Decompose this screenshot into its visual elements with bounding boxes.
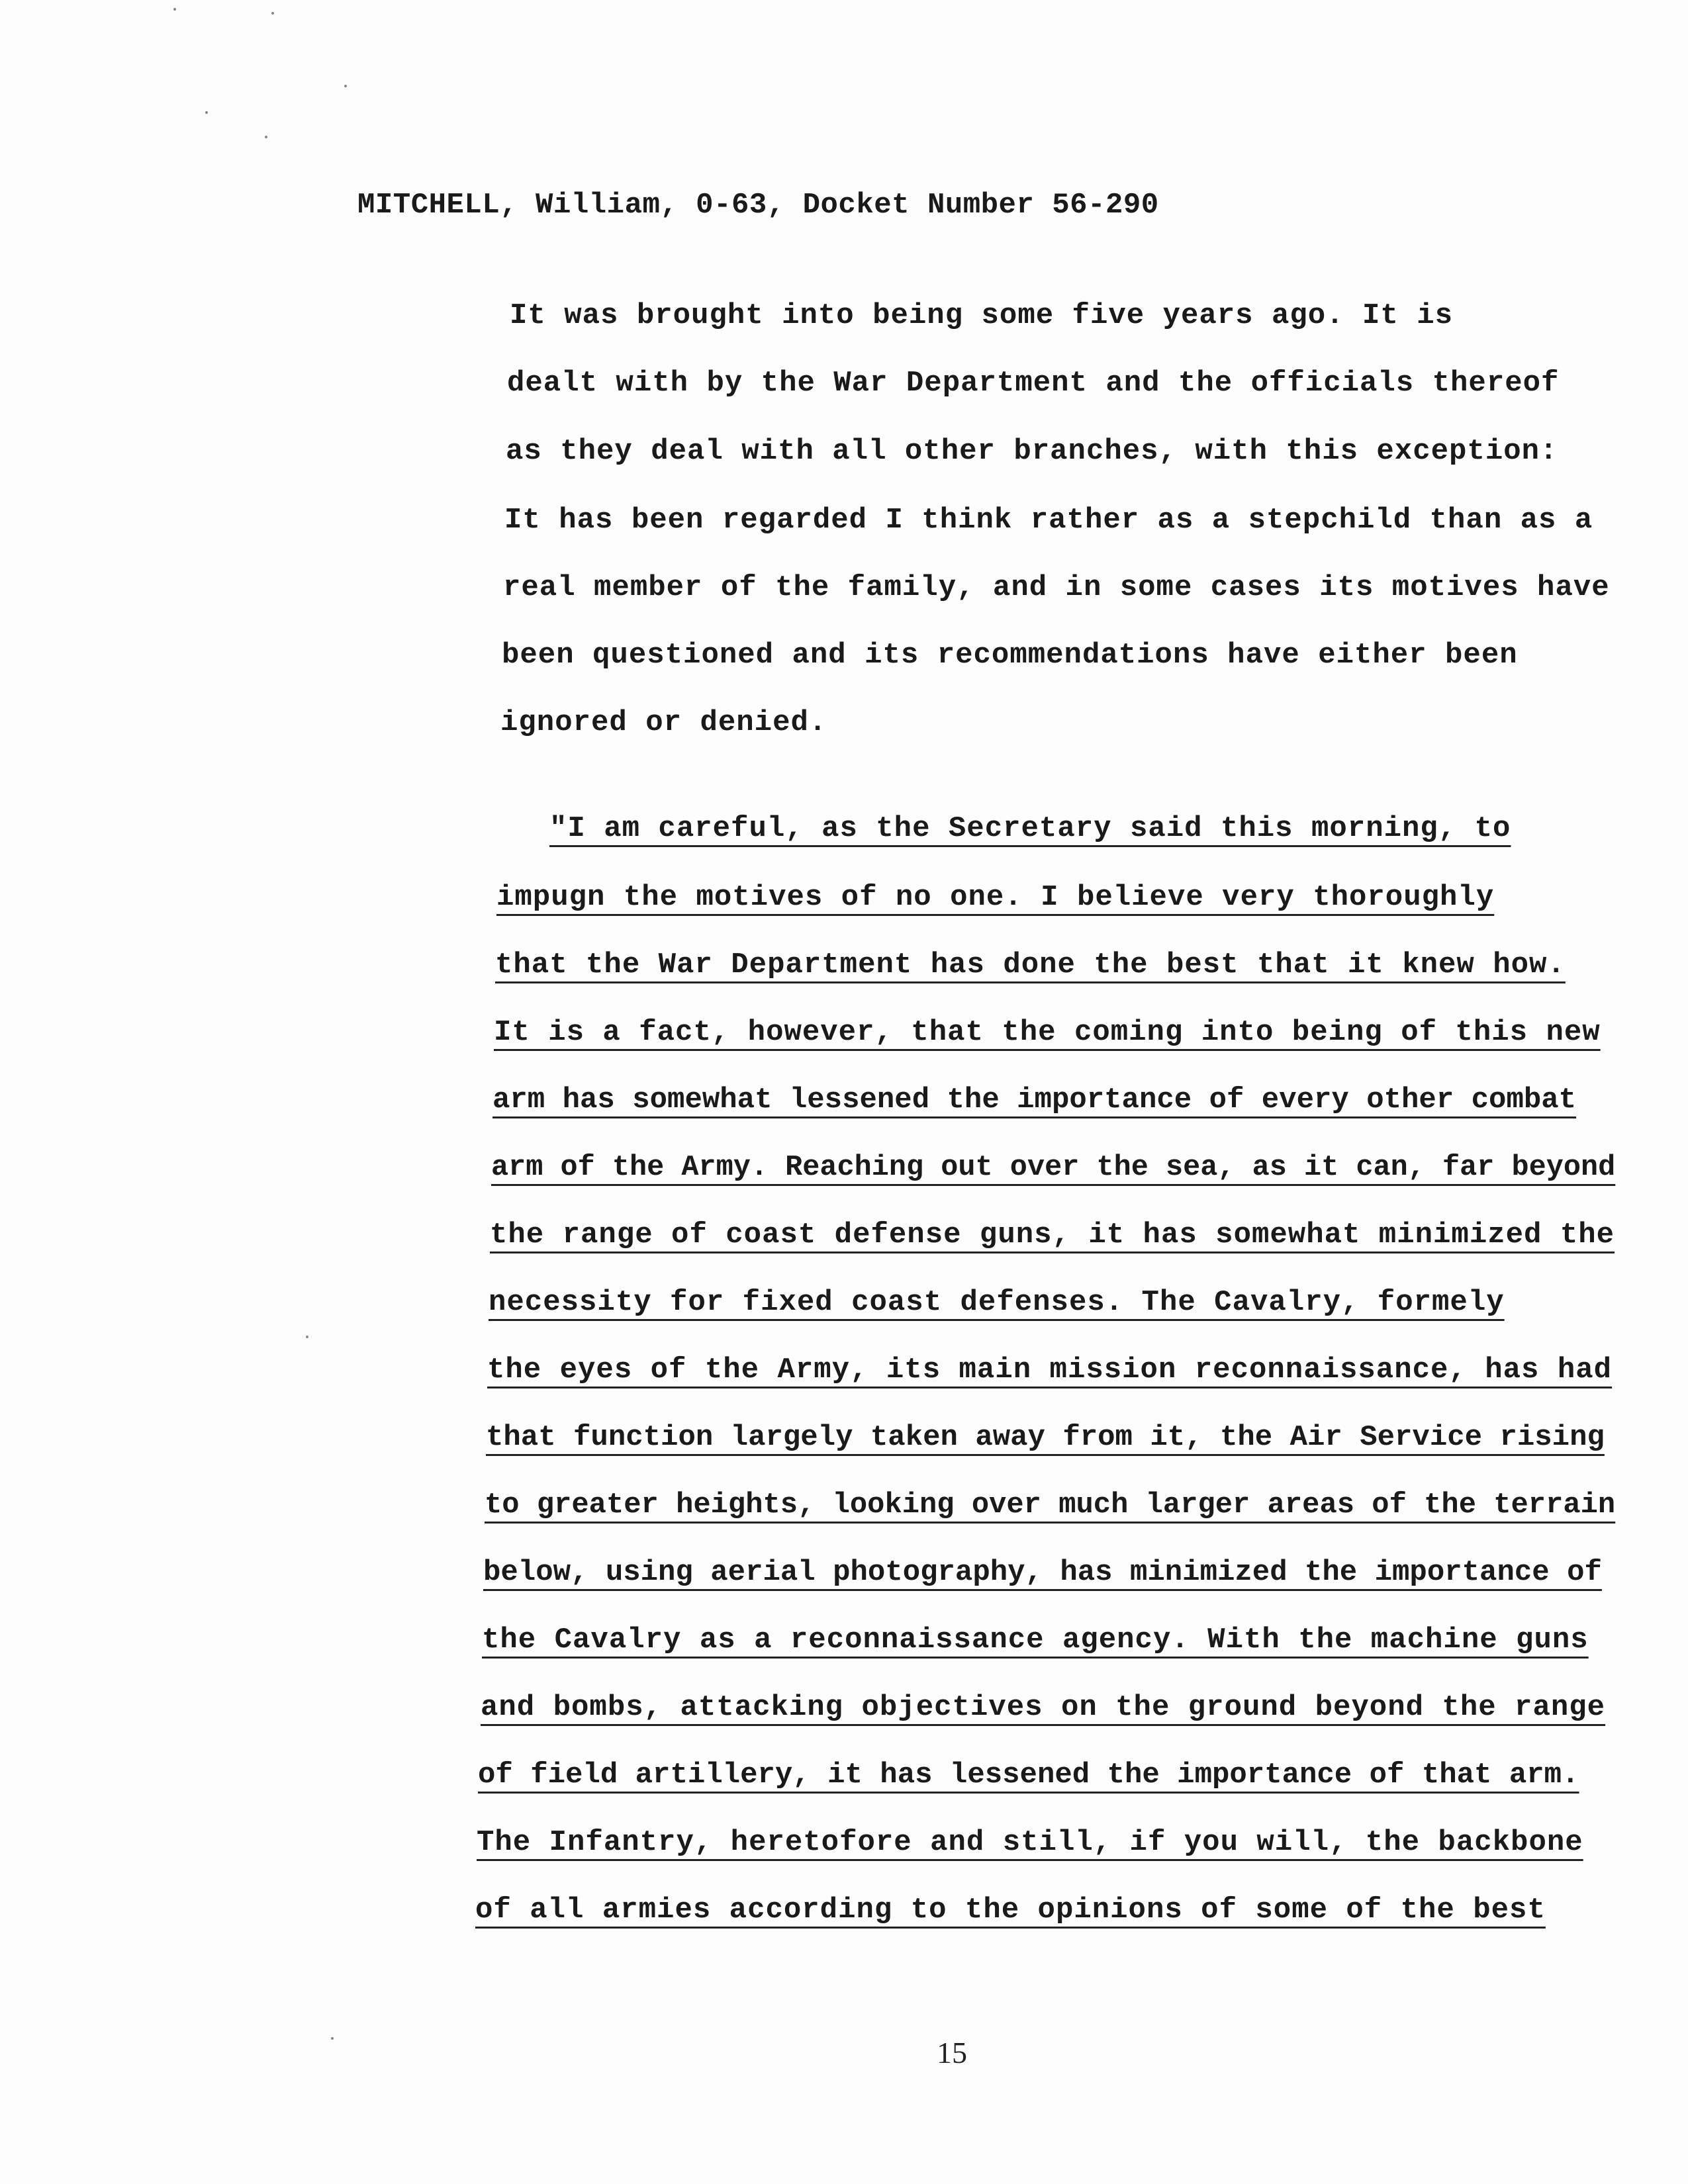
- underlined-text-line: the eyes of the Army, its main mission reconnaissance, has had: [487, 1353, 1613, 1387]
- scan-speck: [344, 85, 347, 87]
- underlined-text-line: arm has somewhat lessened the importance of every other combat: [492, 1083, 1577, 1116]
- underlined-text-line: necessity for fixed coast defenses. The Cavalry, formely: [489, 1286, 1505, 1319]
- scan-speck: [331, 2037, 334, 2040]
- text-line: ignored or denied.: [500, 706, 827, 739]
- underlined-text-line: the Cavalry as a reconnaissance agency. With the machine guns: [482, 1623, 1589, 1657]
- underlined-text-line: It is a fact, however, that the coming into being of this new: [494, 1016, 1601, 1049]
- scan-speck: [265, 136, 267, 138]
- text-line: been questioned and its recommendations have either been: [502, 639, 1518, 672]
- scan-speck: [205, 111, 208, 114]
- underlined-text-line: to greater heights, looking over much larger areas of the terrain: [485, 1488, 1616, 1522]
- underlined-text-line: impugn the motives of no one. I believe very thoroughly: [496, 881, 1495, 914]
- underlined-text-line: the range of coast defense guns, it has somewhat minimized the: [490, 1218, 1615, 1251]
- underlined-text-line: "I am careful, as the Secretary said this morning, to: [549, 812, 1511, 845]
- underlined-text-line: and bombs, attacking objectives on the ground beyond the range: [481, 1691, 1606, 1724]
- underlined-text-line: The Infantry, heretofore and still, if you will, the backbone: [477, 1826, 1583, 1859]
- underlined-text-line: below, using aerial photography, has minimized the importance of: [483, 1556, 1602, 1589]
- scan-speck: [306, 1336, 308, 1338]
- text-line: dealt with by the War Department and the officials thereof: [507, 367, 1560, 400]
- underlined-text-line: of all armies according to the opinions of some of the best: [475, 1893, 1546, 1927]
- underlined-text-line: that function largely taken away from it, the Air Service rising: [486, 1421, 1605, 1454]
- text-line: real member of the family, and in some cases its motives have: [503, 571, 1610, 604]
- text-line: It has been regarded I think rather as a stepchild than as a: [504, 504, 1593, 537]
- underlined-text-line: that the War Department has done the best that it knew how.: [495, 948, 1566, 981]
- docket-header: MITCHELL, William, 0-63, Docket Number 56-290: [357, 189, 1159, 222]
- underlined-text-line: of field artillery, it has lessened the importance of that arm.: [478, 1758, 1579, 1792]
- scan-speck: [173, 8, 176, 11]
- underlined-text-line: arm of the Army. Reaching out over the sea, as it can, far beyond: [491, 1151, 1616, 1184]
- text-line: It was brought into being some five years ago. It is: [510, 299, 1454, 332]
- scan-speck: [271, 12, 274, 15]
- page-number: 15: [937, 2036, 967, 2070]
- text-line: as they deal with all other branches, with this exception:: [506, 435, 1558, 468]
